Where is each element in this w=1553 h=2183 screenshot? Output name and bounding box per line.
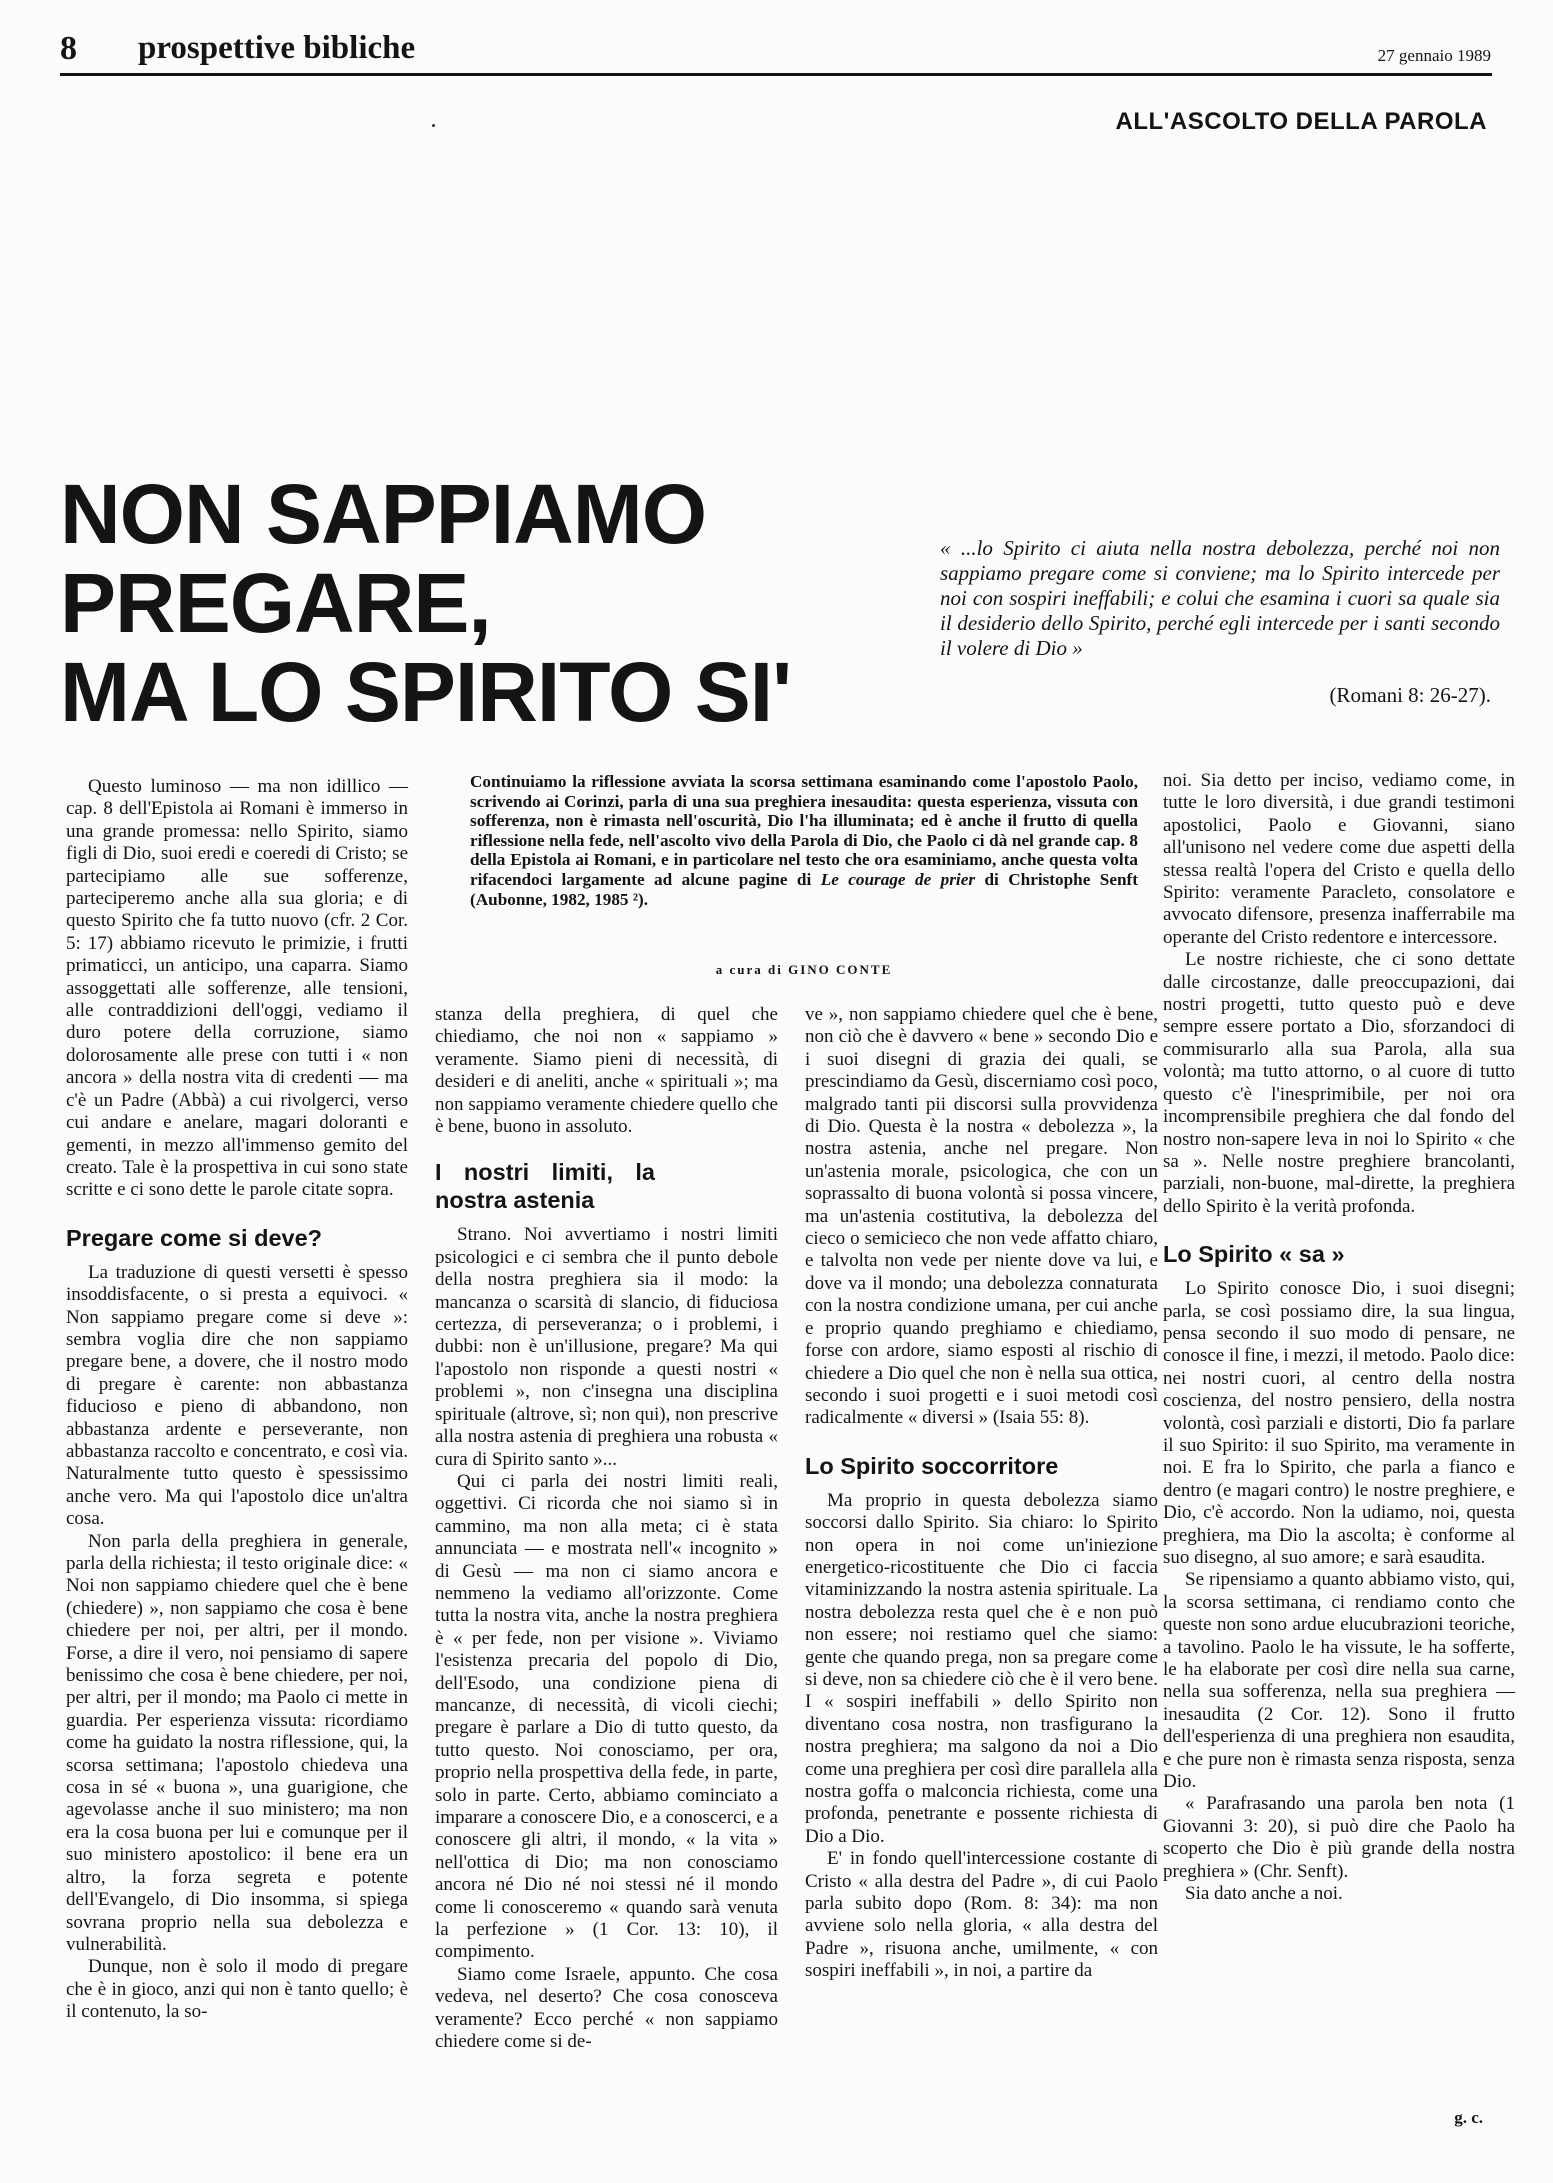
headline	[60, 467, 820, 739]
subheading: Lo Spirito soccorritore	[805, 1452, 1059, 1479]
paragraph: stanza della preghiera, di quel che chiediamo, che noi non « sappiamo » veramente. Siamo pieni di necessità, di desideri e di aneliti, anche « spirituali »; ma non sappiamo veramente chiedere quello che è bene, buono in assoluto.	[435, 1004, 778, 1138]
paragraph: La traduzione di questi versetti è spesso insoddisfacente, o si presta a equivoci. « Non sappiamo pregare come si deve »: sembra voglia dire che non sappiamo pregare bene, a dovere, che il nostro modo di pregare è carente: non abbastanza fiducioso e pieno di abbandono, non abbastanza ardente e perseverante, non abbastanza raccolto e concentrato, e così via. Naturalmente tutto questo è spessissimo anche vero. Ma qui l'apostolo dice un'altra cosa.	[66, 1261, 408, 1530]
paragraph: Ma proprio in questa debolezza siamo soccorsi dallo Spirito. Sia chiaro: lo Spirito non opera in noi come un'iniezione energetico-ricostituente che Dio ci faccia vitaminizzando la nostra astenia spirituale. La nostra debolezza resta quel che è e non può non essere; noi restiamo quel che siamo: gente che quando prega, non sa pregare come si deve, non sa chiedere ciò che è il vero bene. I « sospiri ineffabili » dello Spirito non diventano cosa nostra, non trasfigurano la nostra preghiera; ma salgono da noi a Dio come una preghiera per così dire parallela alla nostra goffa o malconcia richiesta, come una profonda, penetrante e possente richiesta di Dio a Dio.	[805, 1489, 1158, 1847]
paragraph: noi. Sia detto per inciso, vediamo come, in tutte le loro diversità, i due grandi testimoni apostolici, Paolo e Giovanni, siano all'unisono nel vedere come due aspetti della stessa realtà l'opera del Cristo e quella dello Spirito: veramente Paracleto, consolatore e avvocato difensore, presenza inafferrabile ma operante del Cristo redentore e intercessore.	[1163, 770, 1515, 948]
paragraph: Dunque, non è solo il modo di pregare che è in gioco, anzi qui non è tanto quello; è il contenuto, la so-	[66, 1956, 408, 2023]
author-initials: g. c.	[1454, 2108, 1483, 2127]
subheading: Pregare come si deve?	[66, 1224, 323, 1251]
headline-line-3: MA LO SPIRITO SI'	[60, 645, 792, 739]
paragraph: Siamo come Israele, appunto. Che cosa vedeva, nel deserto? Che cosa conosceva veramente? Ecco perché « non sappiamo chiedere come si de-	[435, 1963, 778, 2053]
intro-text: Continuiamo la riflessione avviata la scorsa settimana esaminando come l'apostolo Paolo, scrivendo ai Corinzi, parla di una sua preghiera inesaudita: questa esperienza, vissuta con sofferenza, non è rimasta nell'oscurità, Dio l'ha illuminata; ed è anche il frutto di quella riflessione nella fede, nell'ascolto vivo della Parola di Dio, che Paolo ci dà nel grande cap. 8 della Epistola ai Romani, e in particolare nel testo che ora esaminiamo, anche questa volta rifacendoci largamente ad alcune pagine di	[470, 772, 1138, 889]
article-column-4	[1163, 770, 1515, 1906]
article-column-2	[435, 1004, 778, 2053]
paragraph: Non parla della preghiera in generale, parla della richiesta; il testo originale dice: « Noi non sappiamo chiedere quel che è bene (chiedere) », non sappiamo che cosa è bene chiedere per noi, per altri, per il mondo. Forse, a dire il vero, noi pensiamo di sapere benissimo che cosa è bene chiedere, per noi, per altri, per il mondo; ma Paolo ci mette in guardia. Per esperienza vissuta: ricordiamo come ha guidato la nostra riflessione, qui, la scorsa settimana; l'apostolo chiedeva una cosa in sé « buona », una guarigione, che agevolasse anche il suo ministero; ma non era la cosa buona per lui e comunque per il suo ministero apostolico: il bene era un altro, la forza segreta e potente dell'Evangelo, di Dio insomma, si spiega sovrana proprio nella sua debolezza e vulnerabilità.	[66, 1530, 408, 1955]
issue-date: 27 gennaio 1989	[1377, 46, 1491, 65]
intro-book-title: Le courage de prier	[820, 869, 976, 889]
subheading: Lo Spirito « sa »	[1163, 1241, 1345, 1268]
paragraph: Qui ci parla dei nostri limiti reali, oggettivi. Ci ricorda che noi siamo sì in cammino, ma non alla meta; ci è stata annunciata — e mostrata nell'« incognito » di Gesù — ma non ci siamo ancora e nemmeno la vediamo all'orizzonte. Come tutta la nostra vita, anche la nostra preghiera è « per fede, non per visione ». Viviamo l'esistenza precaria del popolo di Dio, dell'Esodo, una condizione piena di mancanze, di necessità, di vicoli ciechi; pregare è parlare a Dio di tutto questo, da tutto questo. Noi conosciamo, per ora, proprio nella prospettiva della fede, in parte, solo in parte. Certo, abbiamo cominciato a imparare a conoscere Dio, e a conoscerci, e a conoscere gli altri, il mondo, « la vita » nell'ottica di Dio; ma non conosciamo ancora né Dio né noi stessi né il mondo come li conosceremo « quando sarà venuta la perfezione » (1 Cor. 13: 10), il compimento.	[435, 1470, 778, 1963]
paragraph: ve », non sappiamo chiedere quel che è bene, non ciò che è davvero « bene » secondo Dio e i suoi disegni di grazia dei quali, se prescindiamo da Gesù, discerniamo così poco, malgrado tanti pii discorsi sulla provvidenza di Dio. Questa è la nostra « debolezza », la nostra astenia, anche nel pregare. Non un'astenia morale, psicologica, che con un soprassalto di buona volontà si possa vincere, ma un'astenia costitutiva, la debolezza del cieco o semicieco che non vede affatto chiaro, e talvolta non vede per niente dove va lui, e dove va il mondo; una debolezza connaturata con la nostra condizione umana, per cui anche e proprio quando preghiamo e chiediamo, forse con ardore, siamo esposti al rischio di chiedere a Dio quel che non è nella sua ottica, secondo i suoi progetti e i suoi metodi così radicalmente « diversi » (Isaia 55: 8).	[805, 1004, 1158, 1429]
article-column-3	[805, 1004, 1158, 1983]
intro-paragraph	[470, 772, 1138, 909]
header-rule	[60, 73, 1492, 76]
print-speck	[432, 124, 435, 127]
publication-title: prospettive bibliche	[138, 30, 416, 66]
section-label: ALL'ASCOLTO DELLA PAROLA	[1115, 108, 1487, 135]
subheading: I nostri limiti, la nostra astenia	[435, 1159, 655, 1214]
page-number: 8	[60, 30, 77, 67]
paragraph: E' in fondo quell'intercessione costante di Cristo « alla destra del Padre », di cui Paolo parla subito dopo (Rom. 8: 34): ma non avviene solo nella gloria, « alla destra del Padre », risuona anche, umilmente, « con sospiri ineffabili », in noi, a partire da	[805, 1848, 1158, 1982]
epigraph-quote: « ...lo Spirito ci aiuta nella nostra debolezza, perché noi non sappiamo pregare come si conviene; ma lo Spirito intercede per noi con sospiri ineffabili; e colui che esamina i cuori sa quale sia il desiderio dello Spirito, perché egli intercede per i santi secondo il volere di Dio »	[940, 536, 1500, 660]
paragraph: « Parafrasando una parola ben nota (1 Giovanni 3: 20), si può dire che Paolo ha scoperto che Dio è più grande della nostra preghiera » (Chr. Senft).	[1163, 1793, 1515, 1882]
intro-text-after: di Christophe Senft (Aubonne, 1982, 1985 ²).	[470, 869, 1138, 909]
paragraph: Se ripensiamo a quanto abbiamo visto, qui, la scorsa settimana, ci rendiamo conto che queste non sono ardue elucubrazioni teoriche, a tavolino. Paolo le ha vissute, le ha sofferte, le ha elaborate per così dire nella sua carne, nella sua sofferenza, nella sua preghiera — inesaudita (2 Cor. 12). Sono il frutto dell'esperienza di una preghiera non esaudita, e che pure non è rimasta senza risposta, senza Dio.	[1163, 1569, 1515, 1793]
headline-line-2: PREGARE,	[60, 556, 491, 650]
paragraph: Lo Spirito conosce Dio, i suoi disegni; parla, se così possiamo dire, la sua lingua, pensa secondo il suo modo di pensare, ne conosce il fine, i mezzi, il metodo. Paolo dice: nei nostri cuori, al centro della nostra coscienza, del nostro pensiero, della nostra volontà, così parziali e distorti, Dio fa parlare il suo Spirito: il suo Spirito, ma veramente in noi. E fra lo Spirito, che parla a fianco e dentro (e magari contro) le nostre preghiere, e Dio, c'è accordo. Non la udiamo, noi, questa preghiera, ma Dio la ascolta; è conforme al suo disegno, al suo amore; e sarà esaudita.	[1163, 1278, 1515, 1568]
paragraph: Questo luminoso — ma non idillico — cap. 8 dell'Epistola ai Romani è immerso in una grande promessa: nello Spirito, siamo figli di Dio, suoi eredi e coeredi di Cristo; se partecipiamo alle sue sofferenze, parteciperemo anche alla sua gloria; e di questo Spirito che fa tutto nuovo (cfr. 2 Cor. 5: 17) abbiamo ricevuto le primizie, i frutti primaticci, un anticipo, una caparra. Siamo assoggettati alle sofferenze, alle tensioni, alle contraddizioni dell'oggi, vediamo il duro potere della corruzione, siamo dolorosamente alle prese con tutti i « non ancora » della nostra vita di credenti — ma c'è un Padre (Abbà) a cui rivolgerci, verso cui andare e anelare, magari doloranti e gementi, in mezzo all'immenso gemito del creato. Tale è la prospettiva in cui sono state scritte e ci sono dette le parole citate sopra.	[66, 776, 408, 1201]
paragraph: Sia dato anche a noi.	[1185, 1883, 1343, 1905]
paragraph: Le nostre richieste, che ci sono dettate dalle circostanze, dalle preoccupazioni, dai nostri progetti, tutto questo può e deve sempre essere portato a Dio, sforzandoci di commisurarlo alla sua Parola, alla sua volontà; ma tutto attorno, o al cuore di tutto questo c'è l'inesprimibile, per noi ora incomprensibile preghiera che dal fondo del nostro non-sapere leva in noi lo Spirito « che sa ». Nelle nostre preghiere brancolanti, parziali, non-buone, mal-dirette, la preghiera dello Spirito è la verità profonda.	[1163, 949, 1515, 1217]
headline-line-1: NON SAPPIAMO	[60, 467, 707, 561]
article-column-1	[66, 776, 408, 2024]
epigraph-reference: (Romani 8: 26-27).	[1329, 683, 1491, 707]
paragraph: Strano. Noi avvertiamo i nostri limiti psicologici e ci sembra che il punto debole della nostra preghiera sia il modo: la mancanza o scarsità di slancio, di fiduciosa certezza, di perseveranza; o i problemi, i dubbi: non è un'illusione, pregare? Ma qui l'apostolo non risponde a questi nostri « problemi », non c'insegna una disciplina spirituale (altrove, sì; non qui), non prescrive alla nostra astenia di preghiera una robusta « cura di Spirito santo »...	[435, 1224, 778, 1470]
byline: a cura di GINO CONTE	[715, 962, 893, 977]
